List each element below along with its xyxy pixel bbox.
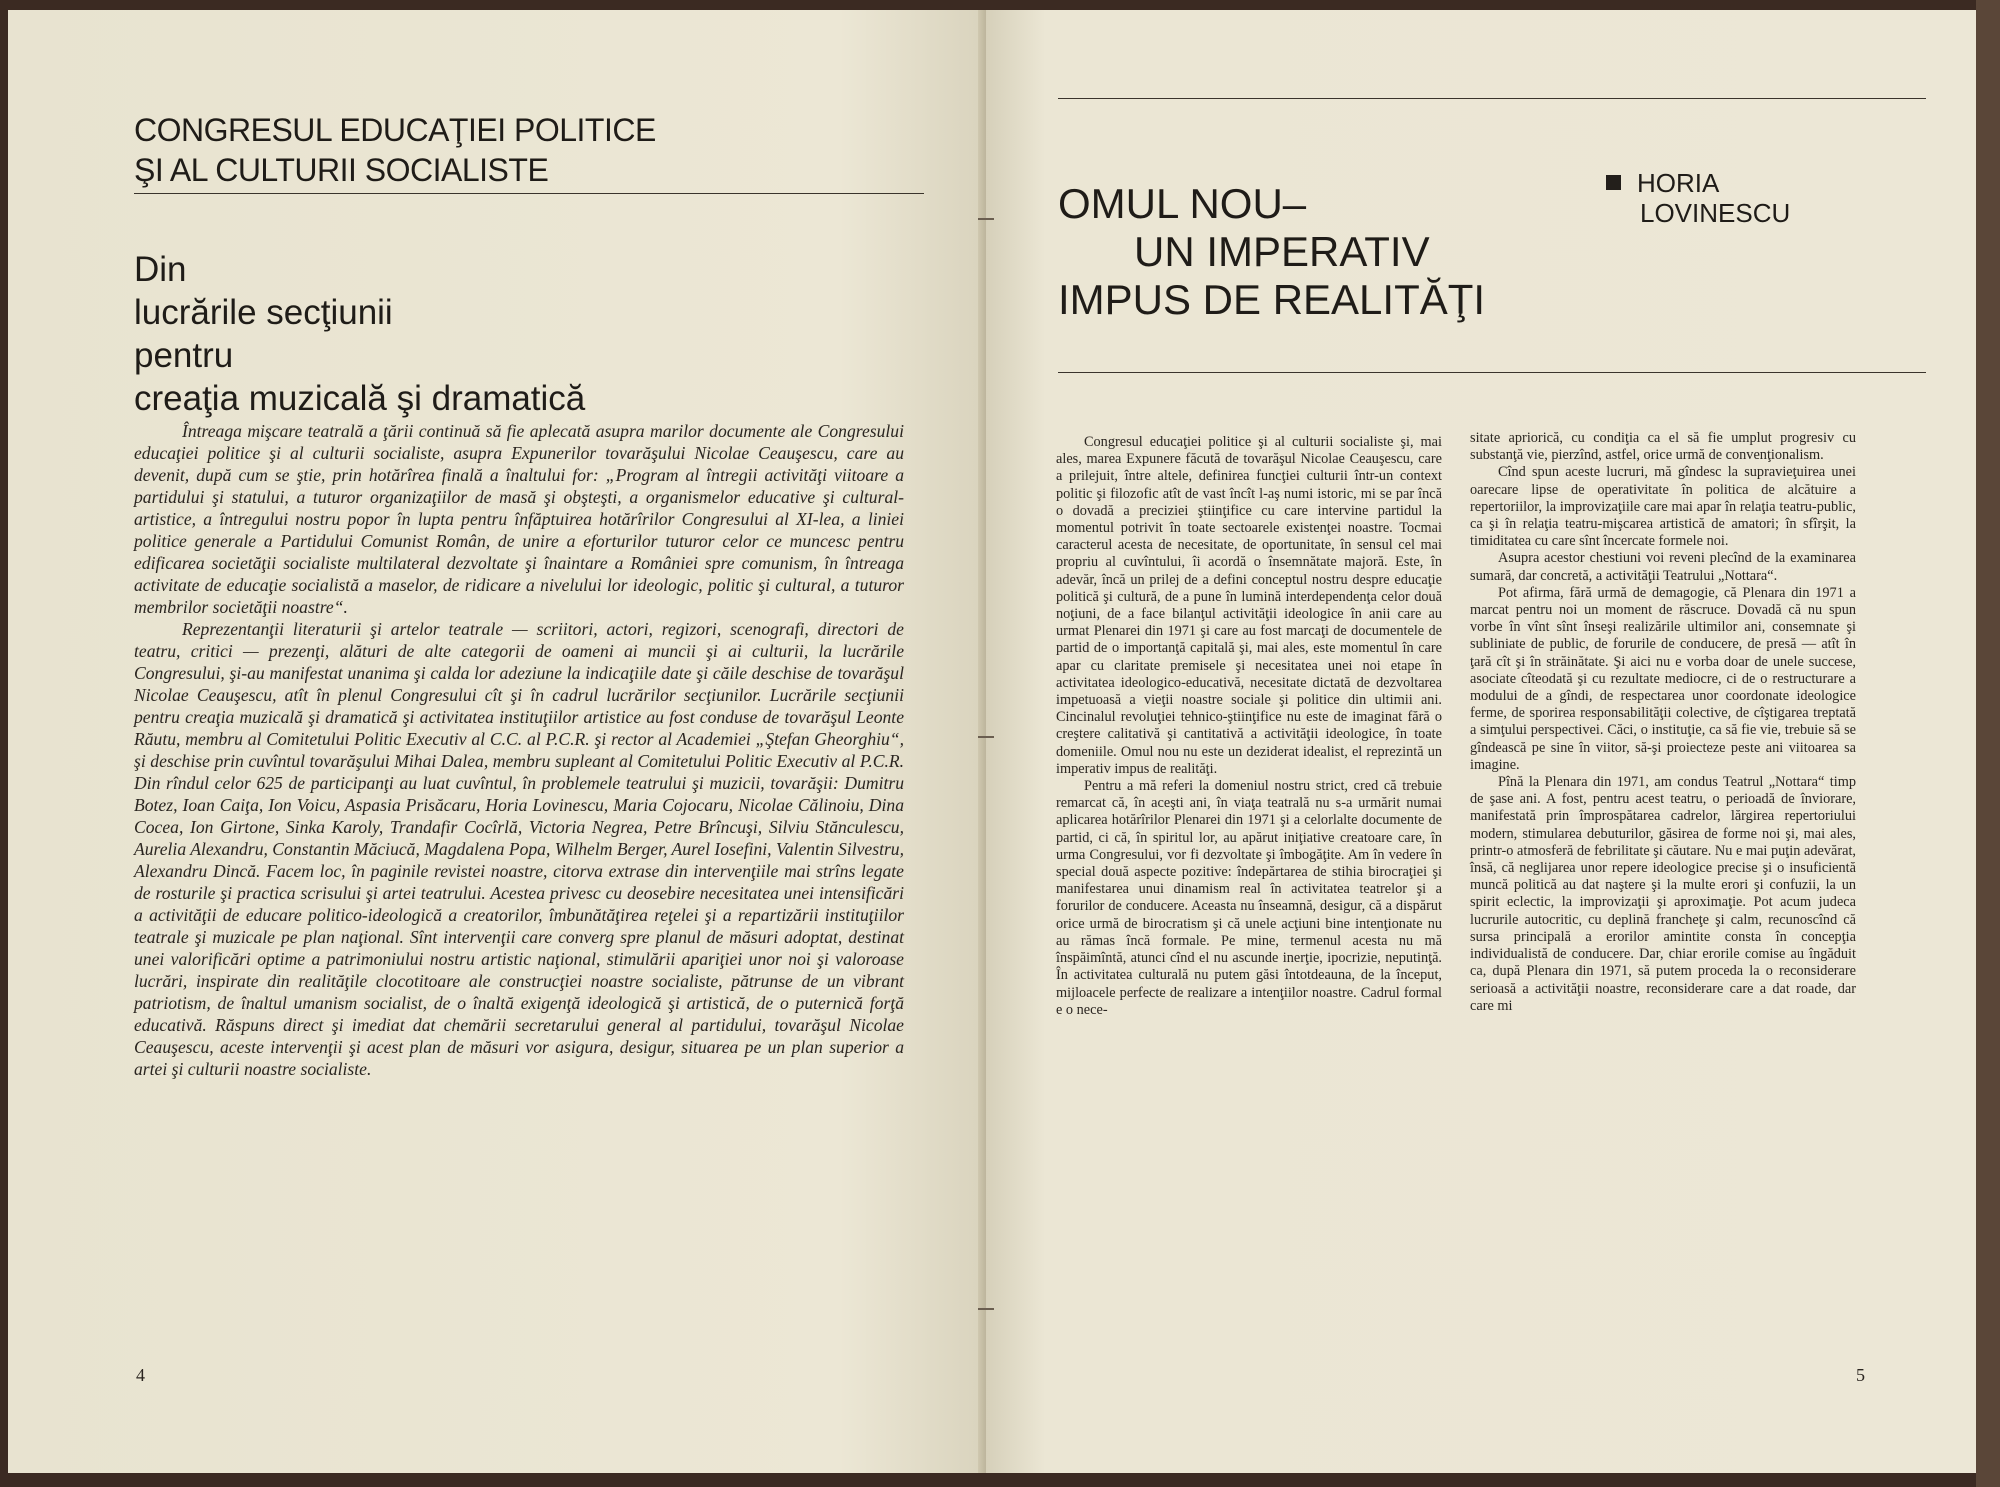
article-title-line-3: IMPUS DE REALITĂŢI [1058, 276, 1486, 323]
section-title-rule [134, 193, 924, 194]
column2-paragraph-1: sitate apriorică, cu condiţia ca el să fie umplut progresiv cu substanţă vie, pierzînd, astfel, orice urmă de convenţionalism. [1470, 430, 1856, 464]
subtitle-line-2: lucrările secţiunii [134, 293, 393, 332]
book-cover-edge [1976, 0, 2000, 1487]
author-first-name: HORIA [1637, 168, 1720, 198]
intro-text [134, 420, 904, 1080]
square-bullet-icon [1606, 175, 1621, 190]
subtitle-line-4: creaţia muzicală şi dramatică [134, 379, 586, 418]
section-title-line-2: ŞI AL CULTURII SOCIALISTE [134, 152, 549, 188]
page-number-right: 5 [1856, 1365, 1865, 1385]
column2-paragraph-3: Asupra acestor chestiuni voi reveni plecînd de la examinarea sumară, dar concretă, a activităţii Teatrului „Nottara“. [1470, 550, 1856, 584]
column1-paragraph-1: Congresul educaţiei politice şi al culturii socialiste şi, mai ales, marea Expunere făcută de tovarăşul Nicolae Ceauşescu, care a prilejuit, între altele, definirea funcţiei culturii într-un context politic şi filozofic atît de vast încît l-aş numi istoric, mi se par încă o dovadă a preciziei ştiinţifice cu care intervine partidul la momentul potrivit în toate sectoarele existenţei noastre. Tocmai caracterul acesta de necesitate, de oportunitate, în sensul cel mai propriu al cuvîntului, îi acordă o însemnătate majoră. Este, în adevăr, încă un prilej de a defini conceptul nostru despre educaţie politică şi cultură, de a pune în lumină interdependenţa celor două noţiuni, de a face bilanţul activităţii ideologice în anii care au urmat Plenarei din 1971 şi care au fost marcaţi de documentele de partid de o importanţă capitală şi, mai ales, este momentul în care apar cu claritate premisele şi necesitatea unei noi etape în activitatea ideologico-educativă, necesitate dictată de dezvoltarea impetuoasă a vieţii noastre sociale şi politice din ultimii ani. Cincinalul revoluţiei tehnico-ştiinţifice nu este de imaginat fără o creştere calitativă şi cantitativă a activităţii ideologice, în toate domeniile. Omul nou nu este un deziderat idealist, el reprezintă un imperativ impus de realităţi. [1056, 434, 1442, 777]
binding-mark-top [978, 218, 994, 220]
subtitle-line-3: pentru [134, 336, 234, 375]
column1-paragraph-2: Pentru a mă referi la domeniul nostru strict, cred că trebuie remarcat că, în aceşti ani, în viaţa teatrală nu s-a urmărit numai aplicarea hotărîrilor Plenarei din 1971 şi a celorlalte documente de partid, ci că, în spiritul lor, au apărut iniţiative creatoare care, în urma Congresului, vor fi dezvoltate şi îmbogăţite. Am în vedere în special două aspecte pozitive: îndepărtarea de stihia birocraţiei şi manifestarea unui dinamism real în activitatea teatrelor şi a forurilor de conducere. Aceasta nu înseamnă, desigur, că a dispărut orice urmă de birocratism şi că unele acţiuni bine intenţionate nu au rămas încă formale. Pe mine, termenul acesta nu mă înspăimîntă, atunci cînd el nu ascunde inerţie, ipocrizie, neputinţă. În activitatea culturală nu putem găsi întotdeauna, de la început, mijloacele perfecte de realizare a intenţiilor noastre. Cadrul formal e o nece- [1056, 778, 1442, 1018]
section-title-line-1: CONGRESUL EDUCAŢIEI POLITICE [134, 112, 656, 148]
title-bottom-rule [1058, 372, 1926, 373]
intro-paragraph-2: Reprezentanţii literaturii şi artelor teatrale — scriitori, actori, regizori, scenografi, directori de teatru, critici — prezenţi, alături de alte categorii de oameni ai muncii şi ai culturii, la lucrările Congresului, şi-au manifestat unanima şi calda lor adeziune la indicaţiile date şi căile deschise de tovarăşul Nicolae Ceauşescu, atît în plenul Congresului cît şi în cadrul lucrărilor secţiunilor. Lucrările secţiunii pentru creaţia muzicală şi dramatică şi activitatea instituţiilor artistice au fost conduse de tovarăşul Leonte Răutu, membru al Comitetului Politic Executiv al C.C. al P.C.R. şi rector al Academiei „Ştefan Gheorghiu“, şi deschise prin cuvîntul tovarăşului Mihai Dalea, membru supleant al Comitetului Politic Executiv al P.C.R. Din rîndul celor 625 de participanţi au luat cuvîntul, în problemele teatrului şi muzicii, tovarăşii: Dumitru Botez, Ioan Caiţa, Ion Voicu, Aspasia Prisăcaru, Horia Lovinescu, Maria Cojocaru, Nicolae Călinoiu, Dina Cocea, Ion Girtone, Sinka Karoly, Trandafir Cocîrlă, Victoria Negrea, Petre Brîncuşi, Silviu Stănculescu, Aurelia Alexandru, Constantin Măciucă, Magdalena Popa, Wilhelm Berger, Aurel Iosefini, Valentin Silvestru, Alexandru Dincă. Facem loc, în paginile revistei noastre, citorva extrase din intervenţiile mai strîns legate de rosturile şi practica scrisului şi artei teatrului. Acestea privesc cu deosebire necesitatea unei intensificări a activităţii de educare politico-ideologică a creatorilor, îmbunătăţirea reţelei şi a repartizării instituţiilor teatrale şi muzicale pe plan naţional. Sînt intervenţii care converg spre planul de măsuri adoptat, destinat unei valorificări optime a patrimoniului nostru artistic naţional, stimulării apariţiei unor noi şi valoroase lucrări, inspirate din realităţile clocotitoare ale construcţiei noastre socialiste, pătrunse de un vibrant patriotism, de înaltul umanism socialist, de o înaltă exigenţă ideologică şi artistică, de o puternică forţă educativă. Răspuns direct şi imediat dat chemării secretarului general al partidului, tovarăşul Nicolae Ceauşescu, aceste intervenţii şi acest plan de măsuri vor asigura, desigur, situarea pe un plan superior a artei şi culturii noastre socialiste. [134, 619, 904, 1079]
column2-paragraph-2: Cînd spun aceste lucruri, mă gîndesc la supravieţuirea unei oarecare lipse de operativitate în politica de alcătuire a repertoriilor, la improvizaţiile care mai apar în relaţia teatru-public, ca şi în relaţia teatru-mişcarea artistică de amatori; în sfîrşit, la timiditatea cu care sînt încercate formele noi. [1470, 464, 1856, 550]
article-title-line-1: OMUL NOU– [1058, 180, 1307, 227]
intro-paragraph-1: Întreaga mişcare teatrală a ţării continuă să fie aplecată asupra marilor documente ale Congresului educaţiei politice şi al culturii socialiste, asupra Expunerilor tovarăşului Nicolae Ceauşescu, care au devenit, după cum se ştie, prin hotărîrea finală a înaltului for: „Program al întregii activităţi viitoare a partidului şi statului, a tuturor organizaţiilor de masă şi obşteşti, a organismelor educative şi cultural-artistice, a întregului nostru popor în lupta pentru înfăptuirea hotărîrilor Congresului al XI-lea, a liniei politice generale a Partidului Comunist Român, de unire a eforturilor tuturor celor ce muncesc pentru edificarea societăţii socialiste multilateral dezvoltate şi înaintare a României spre comunism, în întreaga activitate de educaţie socialistă a maselor, de ridicare a nivelului lor ideologic, politic şi cultural, a tuturor membrilor societăţii noastre“. [134, 421, 904, 617]
binding-mark-bottom [978, 1308, 994, 1310]
article-title-line-2: UN IMPERATIV [1134, 228, 1430, 275]
column2-paragraph-4: Pot afirma, fără urmă de demagogie, că Plenara din 1971 a marcat pentru noi un moment de răscruce. Dovadă că nu spun vorbe în vînt sînt înseşi realizările ultimilor ani, consemnate şi subliniate de public, de forurile de conducere, de presă — atît în ţară cît şi în străinătate. Şi aici nu e vorba doar de unele succese, asociate cîteodată şi cu rezultate mediocre, ci de o restructurare a modului de a gîndi, de respectarea unor coordonate ideologice ferme, de sporirea responsabilităţii colective, de cîştigarea treptată a simţului perspectivei. Căci, o instituţie, ca să fie vie, trebuie să se gîndească pe sine în viitor, să-şi proiecteze peste ani viitoarea sa imagine. [1470, 584, 1856, 773]
left-page [8, 10, 986, 1473]
author-last-name: LOVINESCU [1640, 198, 1791, 228]
article-title [1058, 180, 1488, 324]
section-subtitle [134, 248, 834, 420]
page-number-left: 4 [136, 1365, 145, 1385]
column2-paragraph-5: Pînă la Plenara din 1971, am condus Teatrul „Nottara“ timp de şase ani. A fost, pentru acest teatru, o perioadă de înviorare, manifestată prin împrospătarea cadrelor, lărgirea repertoriului modern, stimularea debuturilor, găsirea de forme noi şi, mai ales, printr-o atmosferă de febrilitate şi căutare. Nu e mai puţin adevărat, însă, că neglijarea unor repere ideologice precise şi o insuficientă muncă politică au dat naştere şi la multe erori şi confuzii, la un spirit eclectic, la improvizaţii şi aproximaţie. Pot acum judeca lucrurile autocritic, cu deplină francheţe şi calm, recunoscînd că sursa principală a erorilor amintite consta în concepţia individualistă de conducere. Dar, chiar erorile comise au îngăduit ca, după Plenara din 1971, să putem proceda la o reconsiderare serioasă a activităţii noastre, reconsiderare care a dat roade, dar care mi [1470, 774, 1856, 1014]
author-name [1606, 168, 1906, 228]
section-title [134, 110, 924, 190]
top-rule [1058, 98, 1926, 99]
subtitle-line-1: Din [134, 250, 187, 289]
right-page [986, 10, 1976, 1473]
article-column-2 [1470, 430, 1856, 1015]
article-column-1 [1056, 434, 1442, 1019]
binding-mark-middle [978, 736, 994, 738]
